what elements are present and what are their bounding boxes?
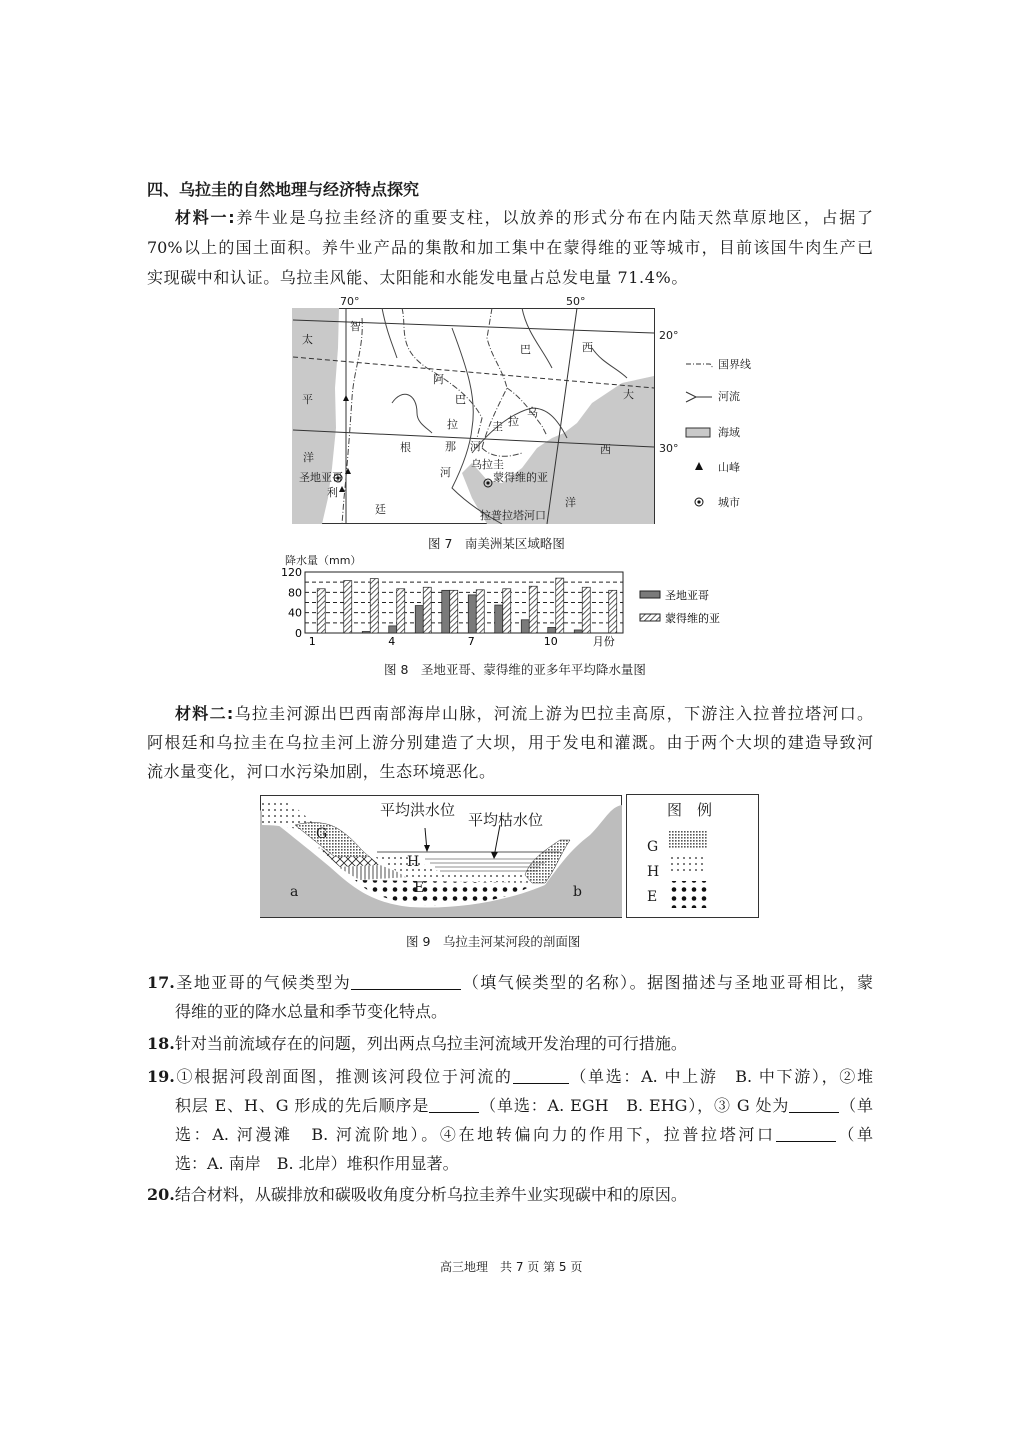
map-legend-symbols bbox=[684, 356, 714, 516]
map-label: 利 bbox=[327, 486, 338, 499]
lon-label: 50° bbox=[566, 295, 586, 308]
legend-label: 城市 bbox=[718, 496, 740, 509]
sea-icon bbox=[686, 428, 710, 437]
layer-e-label: E bbox=[414, 880, 425, 896]
question-17-cont: 得维的亚的降水总量和季节变化特点。 bbox=[175, 1002, 448, 1021]
dry-level-label: 平均枯水位 bbox=[468, 811, 544, 829]
chart-ylabel: 降水量（mm） bbox=[285, 554, 362, 567]
figure9-legend bbox=[626, 794, 759, 918]
river-icon bbox=[686, 392, 712, 402]
y-tick-label: 0 bbox=[295, 627, 302, 640]
legend-swatches bbox=[669, 831, 711, 911]
figure9-caption: 图 9 乌拉圭河某河段的剖面图 bbox=[406, 934, 581, 949]
x-axis-label: 月份 bbox=[592, 635, 615, 648]
pattern-h bbox=[669, 857, 707, 875]
map-label: 阿 bbox=[433, 373, 444, 386]
map-label: 根 bbox=[400, 441, 411, 454]
flood-level-label: 平均洪水位 bbox=[380, 801, 456, 819]
bar-santiago bbox=[389, 626, 397, 633]
bar-montevideo bbox=[344, 581, 352, 633]
lon-label: 70° bbox=[340, 295, 360, 308]
map-label: 太 bbox=[302, 333, 313, 346]
map-label: 河 bbox=[440, 466, 451, 479]
precipitation-chart bbox=[280, 566, 740, 650]
bar-montevideo bbox=[609, 590, 617, 633]
y-tick-label: 40 bbox=[288, 606, 302, 620]
map-label: 那 bbox=[445, 440, 456, 453]
legend-label: 山峰 bbox=[718, 461, 740, 474]
question-text: 结合材料，从碳排放和碳吸收角度分析乌拉圭养牛业实现碳中和的原因。 bbox=[174, 1185, 687, 1204]
question-text: （单 bbox=[839, 1096, 873, 1115]
map-label: 廷 bbox=[375, 503, 386, 516]
lat-label: 20° bbox=[659, 329, 679, 342]
legend-label: 蒙得维的亚 bbox=[665, 612, 720, 625]
question-19 bbox=[147, 1067, 873, 1087]
material2-line: 阿根廷和乌拉圭在乌拉圭河上游分别建造了大坝，用于发电和灌溉。由于两个大坝的建造导致河 bbox=[147, 733, 873, 752]
bar-montevideo bbox=[556, 578, 564, 633]
bar-montevideo bbox=[529, 586, 537, 633]
legend-label: 海域 bbox=[718, 426, 740, 439]
material1-text: 养牛业是乌拉圭经济的重要支柱，以放养的形式分布在内陆天然草原地区，占据了 bbox=[234, 208, 873, 227]
x-tick-label: 10 bbox=[543, 635, 558, 648]
layer-g-label: G bbox=[316, 826, 328, 842]
map-label: 巴 bbox=[455, 393, 466, 406]
lat-label: 30° bbox=[659, 442, 679, 455]
bar-santiago bbox=[442, 590, 450, 633]
bar-santiago bbox=[495, 605, 503, 633]
question-text: ①根据河段剖面图，推测该河段位于河流的 bbox=[174, 1067, 513, 1086]
legend-h: H bbox=[647, 864, 660, 880]
bar-montevideo bbox=[317, 589, 325, 633]
bar-montevideo bbox=[450, 590, 458, 633]
section-title: 四、乌拉圭的自然地理与经济特点探究 bbox=[147, 180, 420, 199]
map-label: 洋 bbox=[565, 496, 576, 509]
map-label: 巴 bbox=[520, 343, 531, 356]
material1-label: 材料一: bbox=[175, 208, 235, 227]
map-label: 蒙得维的亚 bbox=[493, 471, 548, 484]
answer-blank[interactable] bbox=[513, 1067, 569, 1084]
question-19-cont bbox=[175, 1096, 873, 1116]
figure7-caption: 图 7 南美洲某区域略图 bbox=[428, 536, 565, 551]
question-19-cont bbox=[175, 1125, 873, 1145]
question-number: 19. bbox=[147, 1067, 175, 1086]
bar-santiago bbox=[362, 631, 370, 633]
bar-montevideo bbox=[423, 587, 431, 633]
bar-santiago bbox=[415, 606, 423, 633]
material2-label: 材料二: bbox=[175, 704, 234, 723]
map-label: 大 bbox=[623, 388, 634, 401]
map-label: 拉普拉塔河口 bbox=[480, 509, 546, 522]
south-america-map bbox=[292, 308, 655, 524]
bar-montevideo bbox=[397, 589, 405, 633]
map-label: 河 bbox=[470, 440, 481, 453]
question-text: 针对当前流域存在的问题，列出两点乌拉圭河流域开发治理的可行措施。 bbox=[174, 1034, 687, 1053]
material2-line: 流水量变化，河口水污染加剧，生态环境恶化。 bbox=[147, 762, 496, 781]
map-label: 拉 bbox=[508, 415, 519, 428]
map-label: 洋 bbox=[303, 451, 314, 464]
legend-title: 图 例 bbox=[667, 801, 713, 819]
answer-blank[interactable] bbox=[351, 973, 461, 990]
map-label: 平 bbox=[302, 393, 313, 406]
bar-montevideo bbox=[582, 587, 590, 633]
bar-santiago bbox=[521, 620, 529, 633]
material1-line: 实现碳中和认证。乌拉圭风能、太阳能和水能发电量占总发电量 71.4%。 bbox=[147, 268, 688, 287]
peak-icon bbox=[695, 462, 703, 470]
answer-blank[interactable] bbox=[789, 1096, 839, 1113]
question-20 bbox=[147, 1185, 687, 1205]
material2-line bbox=[175, 704, 873, 724]
question-number: 20. bbox=[147, 1185, 175, 1204]
question-number: 17. bbox=[147, 973, 175, 992]
map-label: 西 bbox=[600, 443, 611, 456]
question-17 bbox=[147, 973, 873, 993]
page-footer: 高三地理 共 7 页 第 5 页 bbox=[440, 1260, 583, 1274]
figure8-caption: 图 8 圣地亚哥、蒙得维的亚多年平均降水量图 bbox=[384, 662, 646, 677]
question-text: （单选：A. 中上游 B. 中下游），②堆 bbox=[568, 1067, 873, 1086]
bank-b-label: b bbox=[573, 884, 582, 900]
legend-label: 河流 bbox=[718, 390, 740, 403]
map-label: 圣地亚哥 bbox=[299, 471, 343, 484]
bar-santiago bbox=[548, 627, 556, 633]
material1-line: 70%以上的国土面积。养牛业产品的集散和加工集中在蒙得维的亚等城市，目前该国牛肉生产已 bbox=[147, 238, 873, 257]
material2-text: 乌拉圭河源出巴西南部海岸山脉，河流上游为巴拉圭高原，下游注入拉普拉塔河口。 bbox=[233, 704, 873, 723]
question-text: 积层 E、H、G 形成的先后顺序是 bbox=[175, 1096, 430, 1115]
bank-a-label: a bbox=[290, 884, 299, 900]
map-label: 乌 bbox=[527, 406, 538, 419]
map-label: 乌拉圭 bbox=[471, 458, 504, 471]
map-label: 智 bbox=[350, 320, 361, 333]
question-text: （单选：A. EGH B. EHG），③ G 处为 bbox=[479, 1096, 790, 1115]
question-text: 选：A. 河漫滩 B. 河流阶地）。④在地转偏向力的作用下，拉普拉塔河口 bbox=[175, 1125, 776, 1144]
question-number: 18. bbox=[147, 1034, 175, 1053]
question-text: 圣地亚哥的气候类型为 bbox=[174, 973, 352, 992]
bar-montevideo bbox=[503, 589, 511, 633]
answer-blank[interactable] bbox=[429, 1096, 479, 1113]
bar-santiago bbox=[468, 595, 476, 633]
layer-h-label: H bbox=[407, 854, 420, 870]
border-icon bbox=[686, 364, 712, 368]
legend-swatch-santiago bbox=[640, 591, 660, 598]
pattern-e bbox=[669, 881, 711, 908]
bar-montevideo bbox=[476, 590, 484, 633]
material1-line bbox=[175, 208, 873, 228]
map-label: 圭 bbox=[492, 420, 503, 433]
map-label: 西 bbox=[582, 341, 593, 354]
question-18 bbox=[147, 1034, 687, 1054]
map-label: 拉 bbox=[447, 418, 458, 431]
answer-blank[interactable] bbox=[776, 1125, 836, 1142]
question-19-cont: 选：A. 南岸 B. 北岸）堆积作用显著。 bbox=[175, 1154, 459, 1173]
city-icon bbox=[697, 500, 700, 503]
x-tick-label: 1 bbox=[308, 635, 316, 648]
legend-e: E bbox=[647, 889, 658, 905]
legend-swatch-montevideo bbox=[640, 614, 660, 621]
y-tick-label: 80 bbox=[288, 586, 302, 600]
legend-g: G bbox=[647, 839, 659, 855]
legend-label: 国界线 bbox=[718, 358, 751, 371]
y-tick-label: 120 bbox=[281, 566, 302, 579]
question-text: （单 bbox=[835, 1125, 873, 1144]
question-text: （填气候类型的名称）。据图描述与圣地亚哥相比，蒙 bbox=[461, 973, 873, 992]
bar-montevideo bbox=[370, 579, 378, 633]
bar-santiago bbox=[574, 630, 582, 633]
x-tick-label: 7 bbox=[467, 635, 475, 648]
pattern-g bbox=[669, 831, 707, 849]
x-tick-label: 4 bbox=[388, 635, 396, 648]
plot-area bbox=[305, 572, 623, 633]
legend-label: 圣地亚哥 bbox=[665, 589, 709, 602]
